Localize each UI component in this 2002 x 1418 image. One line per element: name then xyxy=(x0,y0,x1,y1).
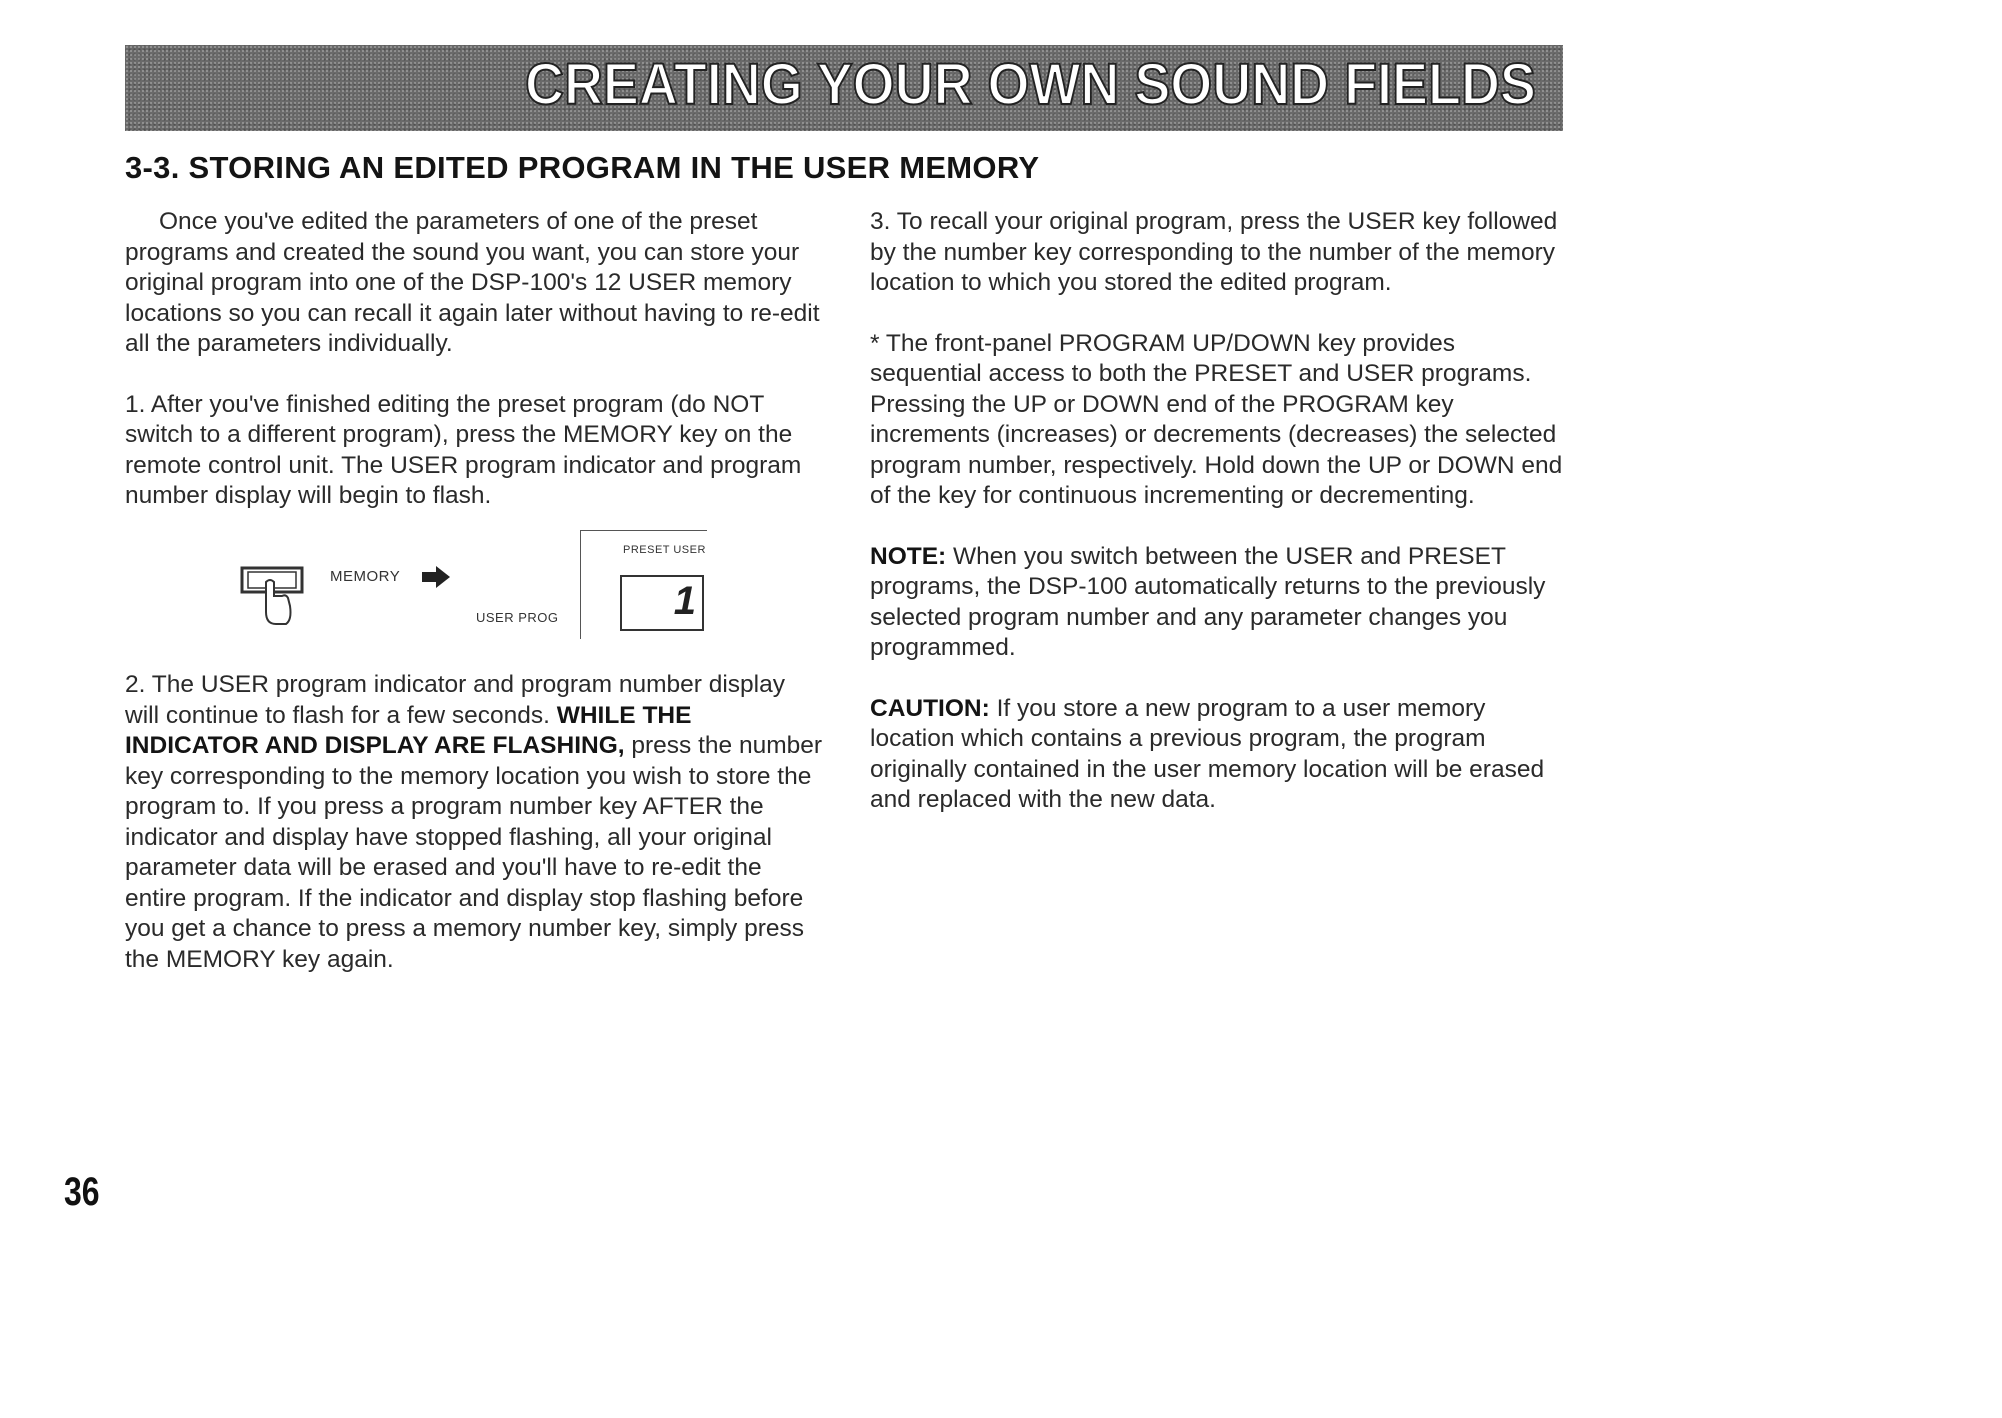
right-column xyxy=(870,207,1570,816)
banner-title: CREATING YOUR OWN SOUND FIELDS xyxy=(525,52,1536,117)
memory-key-diagram xyxy=(240,520,710,640)
intro-paragraph: Once you've edited the parameters of one of the preset programs and created the sound you want, you can store your original program into one of the DSP-100's 12 USER memory locations so you can recall it again later without having to re-edit all the parameters individually. xyxy=(125,208,820,357)
note-paragraph xyxy=(870,542,1570,664)
caution-paragraph xyxy=(870,694,1570,816)
memory-key-hand-icon xyxy=(240,560,310,670)
memory-label: MEMORY xyxy=(330,568,401,585)
step-1-paragraph: 1. After you've finished editing the preset program (do NOT switch to a different program), press the MEMORY key on the remote control unit. The USER program indicator and program number display will begin to flash. xyxy=(125,390,802,509)
preset-user-label: PRESET USER xyxy=(623,544,706,556)
section-banner xyxy=(125,45,1563,131)
page-number: 36 xyxy=(64,1170,100,1214)
step-2-emphasis: WHILE THE INDICATOR AND DISPLAY ARE FLASHING, xyxy=(125,701,692,759)
left-column xyxy=(125,207,825,512)
step-2-paragraph xyxy=(125,670,825,975)
lcd-digit: 1 xyxy=(673,579,696,623)
step-2-end: press the number key corresponding to the memory location you wish to store the program to. If you press a program number key AFTER the indicator and display have stopped flashing, all your original parameter data will be erased and you'll have to re-edit the entire program. If the indicator and display stop flashing before you get a chance to press a memory number key, simply press the MEMORY key again. xyxy=(125,732,823,973)
user-prog-label: USER PROG xyxy=(476,610,559,625)
footnote-paragraph: * The front-panel PROGRAM UP/DOWN key provides sequential access to both the PRESET and USER programs. Pressing the UP or DOWN end of the PROGRAM key increments (increases) or decrements (decreases) the selected program number, respectively. Hold down the UP or DOWN end of the key for continuous incrementing or decrementing. xyxy=(870,329,1563,509)
left-column-continued xyxy=(125,670,825,975)
note-label: NOTE: xyxy=(870,542,947,570)
caution-text: If you store a new program to a user memory location which contains a previous program, the program originally contained in the user memory location will be erased and replaced with the new data. xyxy=(870,694,1545,813)
step-3-paragraph: 3. To recall your original program, press the USER key followed by the number key corresponding to the number of the memory location to which you stored the edited program. xyxy=(870,208,1558,296)
step-2-start: 2. The USER program indicator and program number display will continue to flash for a few seconds. xyxy=(125,671,786,729)
lcd-screen xyxy=(620,575,704,631)
note-text: When you switch between the USER and PRESET programs, the DSP-100 automatically returns to the previously selected program number and any parameter changes you programmed. xyxy=(870,542,1546,661)
section-heading: 3-3. STORING AN EDITED PROGRAM IN THE USER MEMORY xyxy=(125,150,1040,185)
caution-label: CAUTION: xyxy=(870,694,990,722)
arrow-right-icon xyxy=(420,564,454,590)
